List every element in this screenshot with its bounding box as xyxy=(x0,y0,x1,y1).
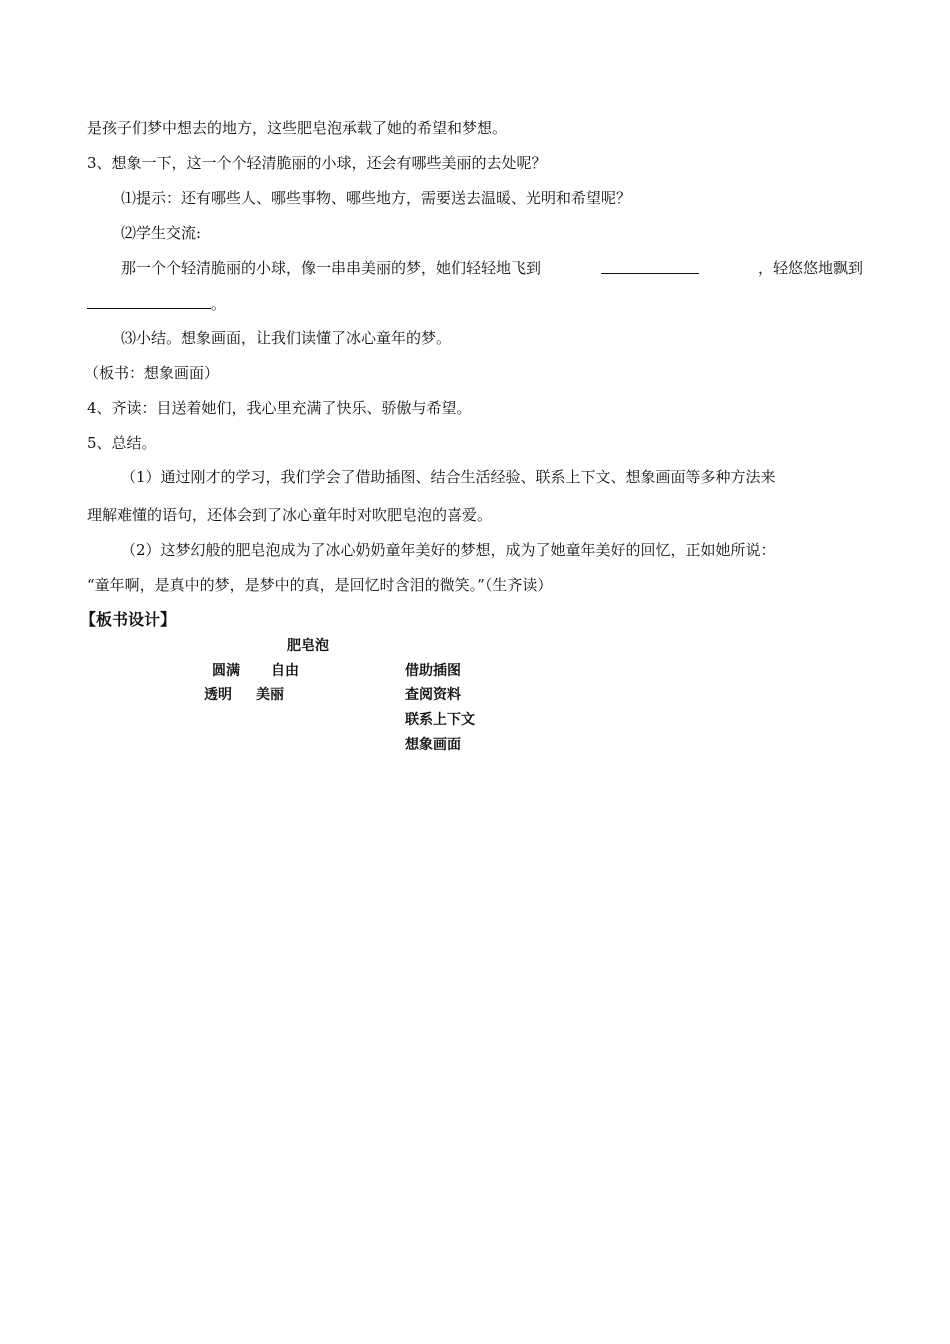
board-word: 透明 xyxy=(204,687,232,703)
paragraph-line-11: 理解难懂的语句，还体会到了冰心童年时对吹肥皂泡的喜爱。 xyxy=(87,506,493,524)
board-method: 联系上下文 xyxy=(405,712,475,728)
fill-in-blank-1 xyxy=(601,258,699,274)
fill-in-text-start: 那一个个轻清脆丽的小球，像一串串美丽的梦，她们轻轻地飞到 xyxy=(121,259,542,277)
board-word: 美丽 xyxy=(256,687,284,703)
paragraph-line-12: （2）这梦幻般的肥皂泡成为了冰心奶奶童年美好的梦想，成为了她童年美好的回忆，正如她所说： xyxy=(121,541,776,559)
fill-in-blank-2 xyxy=(87,293,211,309)
board-method: 借助插图 xyxy=(405,663,461,679)
paragraph-line-0: 是孩子们梦中想去的地方，这些肥皂泡承载了她的希望和梦想。 xyxy=(87,119,508,137)
paragraph-line-10: （1）通过刚才的学习，我们学会了借助插图、结合生活经验、联系上下文、想象画面等多种方法来 xyxy=(121,468,776,486)
paragraph-line-7: （板书：想象画面） xyxy=(84,364,220,382)
paragraph-line-4 xyxy=(121,258,863,278)
board-design-heading: 【板书设计】 xyxy=(80,610,177,629)
board-title: 肥皂泡 xyxy=(287,638,329,654)
board-method: 查阅资料 xyxy=(405,687,461,703)
paragraph-line-5 xyxy=(87,293,226,314)
paragraph-line-8: 4、齐读：目送着她们，我心里充满了快乐、骄傲与希望。 xyxy=(87,399,472,417)
board-word: 自由 xyxy=(271,663,299,679)
board-method: 想象画面 xyxy=(405,737,461,753)
board-word: 圆满 xyxy=(212,663,240,679)
fill-in-text-end: 。 xyxy=(211,295,227,313)
paragraph-line-6: ⑶小结。想象画面，让我们读懂了冰心童年的梦。 xyxy=(121,329,452,347)
paragraph-line-13: “童年啊，是真中的梦，是梦中的真，是回忆时含泪的微笑。”（生齐读） xyxy=(87,576,553,594)
paragraph-line-3: ⑵学生交流: xyxy=(121,224,202,242)
paragraph-line-2: ⑴提示：还有哪些人、哪些事物、哪些地方，需要送去温暖、光明和希望呢？ xyxy=(121,189,632,207)
paragraph-line-1: 3、想象一下，这一个个轻清脆丽的小球，还会有哪些美丽的去处呢？ xyxy=(87,154,547,172)
fill-in-text-middle: ，轻悠悠地飘到 xyxy=(757,259,863,277)
paragraph-line-9: 5、总结。 xyxy=(87,434,157,452)
